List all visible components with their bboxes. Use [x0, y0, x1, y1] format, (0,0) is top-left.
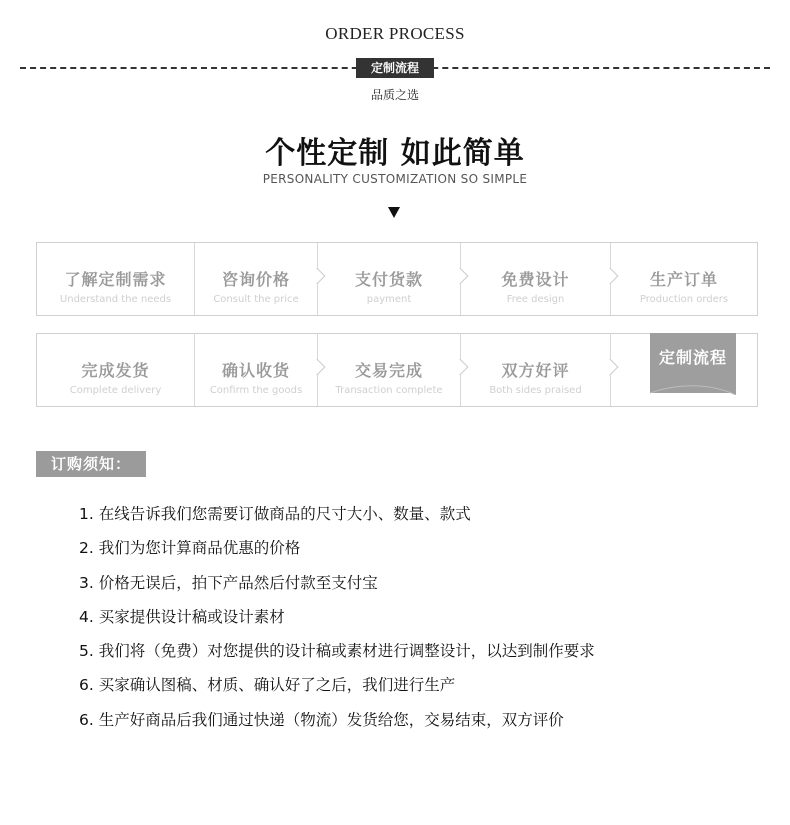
step-subtitle: Confirm the goods [209, 385, 303, 396]
step-subtitle: payment [366, 294, 412, 305]
order-process-heading: ORDER PROCESS [325, 24, 465, 43]
list-item: 4. 买家提供设计稿或设计素材 [79, 607, 285, 626]
list-item: 5. 我们将（免费）对您提供的设计稿或素材进行调整设计，以达到制作要求 [79, 642, 595, 661]
order-notice-label: 订购须知： [36, 451, 146, 477]
ribbon-tail-icon [650, 381, 736, 395]
list-item: 6. 买家确认图稿、材质、确认好了之后，我们进行生产 [79, 676, 456, 695]
step-subtitle: Free design [506, 294, 565, 305]
step-subtitle: Transaction complete [335, 385, 443, 396]
step-subtitle: Complete delivery [69, 385, 162, 396]
step-transaction-complete [318, 334, 460, 406]
order-notice-list [79, 500, 769, 740]
step-subtitle: Understand the needs [59, 294, 172, 305]
step-production-orders [611, 243, 757, 315]
step-title: 完成发货 [81, 361, 150, 380]
step-consult-price [195, 243, 317, 315]
main-title: 个性定制 如此简单 [265, 136, 525, 171]
list-item: 1. 在线告诉我们您需要订做商品的尺寸大小、数量、款式 [79, 505, 471, 523]
process-steps-row-1 [36, 242, 758, 316]
step-title: 支付货款 [354, 270, 423, 289]
step-subtitle: Consult the price [213, 294, 299, 305]
step-confirm-goods [195, 334, 317, 406]
step-title: 交易完成 [354, 361, 423, 380]
custom-process-badge: 定制流程 [356, 58, 434, 78]
step-free-design [461, 243, 610, 315]
main-subtitle: PERSONALITY CUSTOMIZATION SO SIMPLE [262, 172, 528, 186]
step-title: 确认收货 [221, 361, 290, 380]
step-title: 生产订单 [649, 270, 718, 289]
custom-process-ribbon: 定制流程 [650, 333, 736, 393]
quality-choice-subtitle: 品质之选 [370, 88, 419, 102]
step-both-praised [461, 334, 610, 406]
step-understand-needs [37, 243, 194, 315]
step-complete-delivery [37, 334, 194, 406]
step-subtitle: Production orders [639, 294, 729, 305]
step-subtitle: Both sides praised [489, 385, 582, 396]
step-title: 免费设计 [501, 270, 570, 289]
step-title: 咨询价格 [221, 270, 290, 289]
process-steps-row-2 [36, 333, 758, 407]
step-title: 了解定制需求 [64, 270, 167, 289]
down-triangle-icon [388, 207, 400, 218]
step-payment [318, 243, 460, 315]
list-item: 2. 我们为您计算商品优惠的价格 [79, 539, 301, 558]
step-title: 双方好评 [501, 361, 570, 380]
list-item: 3. 价格无误后，拍下产品然后付款至支付宝 [79, 573, 378, 592]
list-item: 6. 生产好商品后我们通过快递（物流）发货给您，交易结束，双方评价 [79, 710, 564, 729]
